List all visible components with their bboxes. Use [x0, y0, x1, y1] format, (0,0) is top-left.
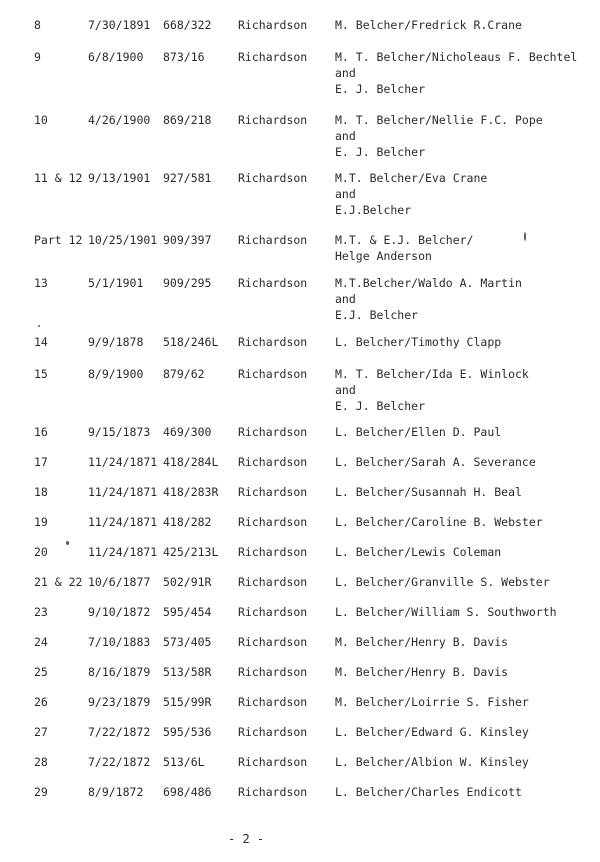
grantor-grantee [335, 424, 501, 440]
lot-number: 20 [34, 545, 48, 559]
grantor-grantee [335, 754, 529, 770]
book-page: 418/283R [163, 485, 219, 499]
book-page: 909/397 [163, 233, 212, 247]
lot-number: 28 [34, 755, 48, 769]
record-date: 9/13/1901 [88, 171, 151, 185]
lot-number: 8 [34, 18, 41, 32]
book-page: 515/99R [163, 695, 212, 709]
town-name: Richardson [238, 695, 308, 709]
town-name: Richardson [238, 335, 308, 349]
grantor-grantee [335, 49, 577, 97]
parties-line: E. J. Belcher [335, 82, 426, 96]
town-name: Richardson [238, 18, 308, 32]
book-page: 879/62 [163, 367, 205, 381]
lot-number: 19 [34, 515, 48, 529]
lot-number: 21 & 22 [34, 575, 83, 589]
parties-line: E. J. Belcher [335, 399, 426, 413]
scan-speck [66, 541, 69, 545]
page-number: - 2 - [228, 832, 265, 846]
town-name: Richardson [238, 485, 308, 499]
parties-line: L. Belcher/Lewis Coleman [335, 545, 502, 559]
parties-line: and [335, 292, 356, 306]
grantor-grantee [335, 514, 543, 530]
town-name: Richardson [238, 725, 308, 739]
parties-line: M. T. Belcher/Nellie F.C. Pope [335, 113, 543, 127]
parties-line: L. Belcher/Caroline B. Webster [335, 515, 543, 529]
record-date: 9/23/1879 [88, 695, 151, 709]
grantor-grantee [335, 544, 501, 560]
parties-line: and [335, 187, 356, 201]
record-date: 8/9/1872 [88, 785, 144, 799]
parties-line: M. Belcher/Fredrick R.Crane [335, 18, 522, 32]
grantor-grantee [335, 366, 529, 414]
record-date: 8/16/1879 [88, 665, 151, 679]
lot-number: 23 [34, 605, 48, 619]
parties-line: E.J. Belcher [335, 308, 419, 322]
book-page: 513/58R [163, 665, 212, 679]
grantor-grantee [335, 784, 522, 800]
parties-line: and [335, 129, 356, 143]
book-page: 573/405 [163, 635, 212, 649]
record-date: 6/8/1900 [88, 50, 144, 64]
grantor-grantee [335, 694, 529, 710]
parties-line: M.T. Belcher/Eva Crane [335, 171, 488, 185]
lot-number: 15 [34, 367, 48, 381]
parties-line: L. Belcher/Charles Endicott [335, 785, 522, 799]
book-page: 513/6L [163, 755, 205, 769]
town-name: Richardson [238, 367, 308, 381]
lot-number: 17 [34, 455, 48, 469]
town-name: Richardson [238, 755, 308, 769]
grantor-grantee [335, 634, 508, 650]
record-date: 11/24/1871 [88, 515, 158, 529]
town-name: Richardson [238, 545, 308, 559]
parties-line: L. Belcher/Albion W. Kinsley [335, 755, 529, 769]
record-date: 5/1/1901 [88, 276, 144, 290]
parties-line: M. T. Belcher/Nicholeaus F. Bechtel [335, 50, 578, 64]
parties-line: and [335, 66, 356, 80]
record-date: 7/30/1891 [88, 18, 151, 32]
town-name: Richardson [238, 605, 308, 619]
record-date: 11/24/1871 [88, 545, 158, 559]
lot-number: 29 [34, 785, 48, 799]
lot-number: 27 [34, 725, 48, 739]
lot-number: 24 [34, 635, 48, 649]
lot-number: Part 12 [34, 233, 83, 247]
parties-line: M.T. & E.J. Belcher/ [335, 233, 474, 247]
book-page: 518/246L [163, 335, 219, 349]
book-page: 927/581 [163, 171, 212, 185]
town-name: Richardson [238, 635, 308, 649]
book-page: 873/16 [163, 50, 205, 64]
lot-number: 13 [34, 276, 48, 290]
parties-line: and [335, 383, 356, 397]
record-date: 9/15/1873 [88, 425, 151, 439]
town-name: Richardson [238, 455, 308, 469]
parties-line: M. Belcher/Henry B. Davis [335, 635, 509, 649]
book-page: 668/322 [163, 18, 212, 32]
grantor-grantee [335, 334, 501, 350]
town-name: Richardson [238, 276, 308, 290]
book-page: 469/300 [163, 425, 212, 439]
lot-number: 11 & 12 [34, 171, 83, 185]
parties-line: L. Belcher/William S. Southworth [335, 605, 557, 619]
grantor-grantee [335, 664, 508, 680]
book-page: 909/295 [163, 276, 212, 290]
record-date: 11/24/1871 [88, 455, 158, 469]
town-name: Richardson [238, 575, 308, 589]
town-name: Richardson [238, 171, 308, 185]
lot-number: 18 [34, 485, 48, 499]
record-date: 7/22/1872 [88, 755, 151, 769]
book-page: 595/536 [163, 725, 212, 739]
record-date: 4/26/1900 [88, 113, 151, 127]
scan-speck [524, 232, 526, 241]
parties-line: L. Belcher/Sarah A. Severance [335, 455, 536, 469]
record-date: 9/9/1878 [88, 335, 144, 349]
parties-line: M. T. Belcher/Ida E. Winlock [335, 367, 529, 381]
book-page: 698/486 [163, 785, 212, 799]
grantor-grantee [335, 232, 473, 264]
book-page: 502/91R [163, 575, 212, 589]
grantor-grantee [335, 724, 529, 740]
parties-line: L. Belcher/Granville S. Webster [335, 575, 550, 589]
town-name: Richardson [238, 50, 308, 64]
parties-line: L. Belcher/Timothy Clapp [335, 335, 502, 349]
record-date: 10/25/1901 [88, 233, 158, 247]
town-name: Richardson [238, 665, 308, 679]
grantor-grantee [335, 484, 522, 500]
scan-speck [38, 325, 40, 327]
record-date: 7/22/1872 [88, 725, 151, 739]
grantor-grantee [335, 275, 522, 323]
lot-number: 16 [34, 425, 48, 439]
grantor-grantee [335, 170, 487, 218]
grantor-grantee [335, 17, 522, 33]
record-date: 10/6/1877 [88, 575, 151, 589]
town-name: Richardson [238, 113, 308, 127]
record-date: 7/10/1883 [88, 635, 151, 649]
parties-line: L. Belcher/Edward G. Kinsley [335, 725, 529, 739]
parties-line: E. J. Belcher [335, 145, 426, 159]
lot-number: 25 [34, 665, 48, 679]
parties-line: L. Belcher/Ellen D. Paul [335, 425, 502, 439]
town-name: Richardson [238, 425, 308, 439]
lot-number: 9 [34, 50, 41, 64]
town-name: Richardson [238, 785, 308, 799]
book-page: 869/218 [163, 113, 212, 127]
record-date: 8/9/1900 [88, 367, 144, 381]
parties-line: M.T.Belcher/Waldo A. Martin [335, 276, 522, 290]
grantor-grantee [335, 574, 550, 590]
book-page: 418/284L [163, 455, 219, 469]
parties-line: M. Belcher/Loirrie S. Fisher [335, 695, 529, 709]
lot-number: 10 [34, 113, 48, 127]
grantor-grantee [335, 112, 543, 160]
book-page: 425/213L [163, 545, 219, 559]
grantor-grantee [335, 454, 536, 470]
book-page: 595/454 [163, 605, 212, 619]
record-date: 9/10/1872 [88, 605, 151, 619]
lot-number: 14 [34, 335, 48, 349]
parties-line: M. Belcher/Henry B. Davis [335, 665, 509, 679]
lot-number: 26 [34, 695, 48, 709]
book-page: 418/282 [163, 515, 212, 529]
grantor-grantee [335, 604, 557, 620]
parties-line: L. Belcher/Susannah H. Beal [335, 485, 522, 499]
parties-line: Helge Anderson [335, 249, 432, 263]
town-name: Richardson [238, 515, 308, 529]
parties-line: E.J.Belcher [335, 203, 412, 217]
town-name: Richardson [238, 233, 308, 247]
record-date: 11/24/1871 [88, 485, 158, 499]
